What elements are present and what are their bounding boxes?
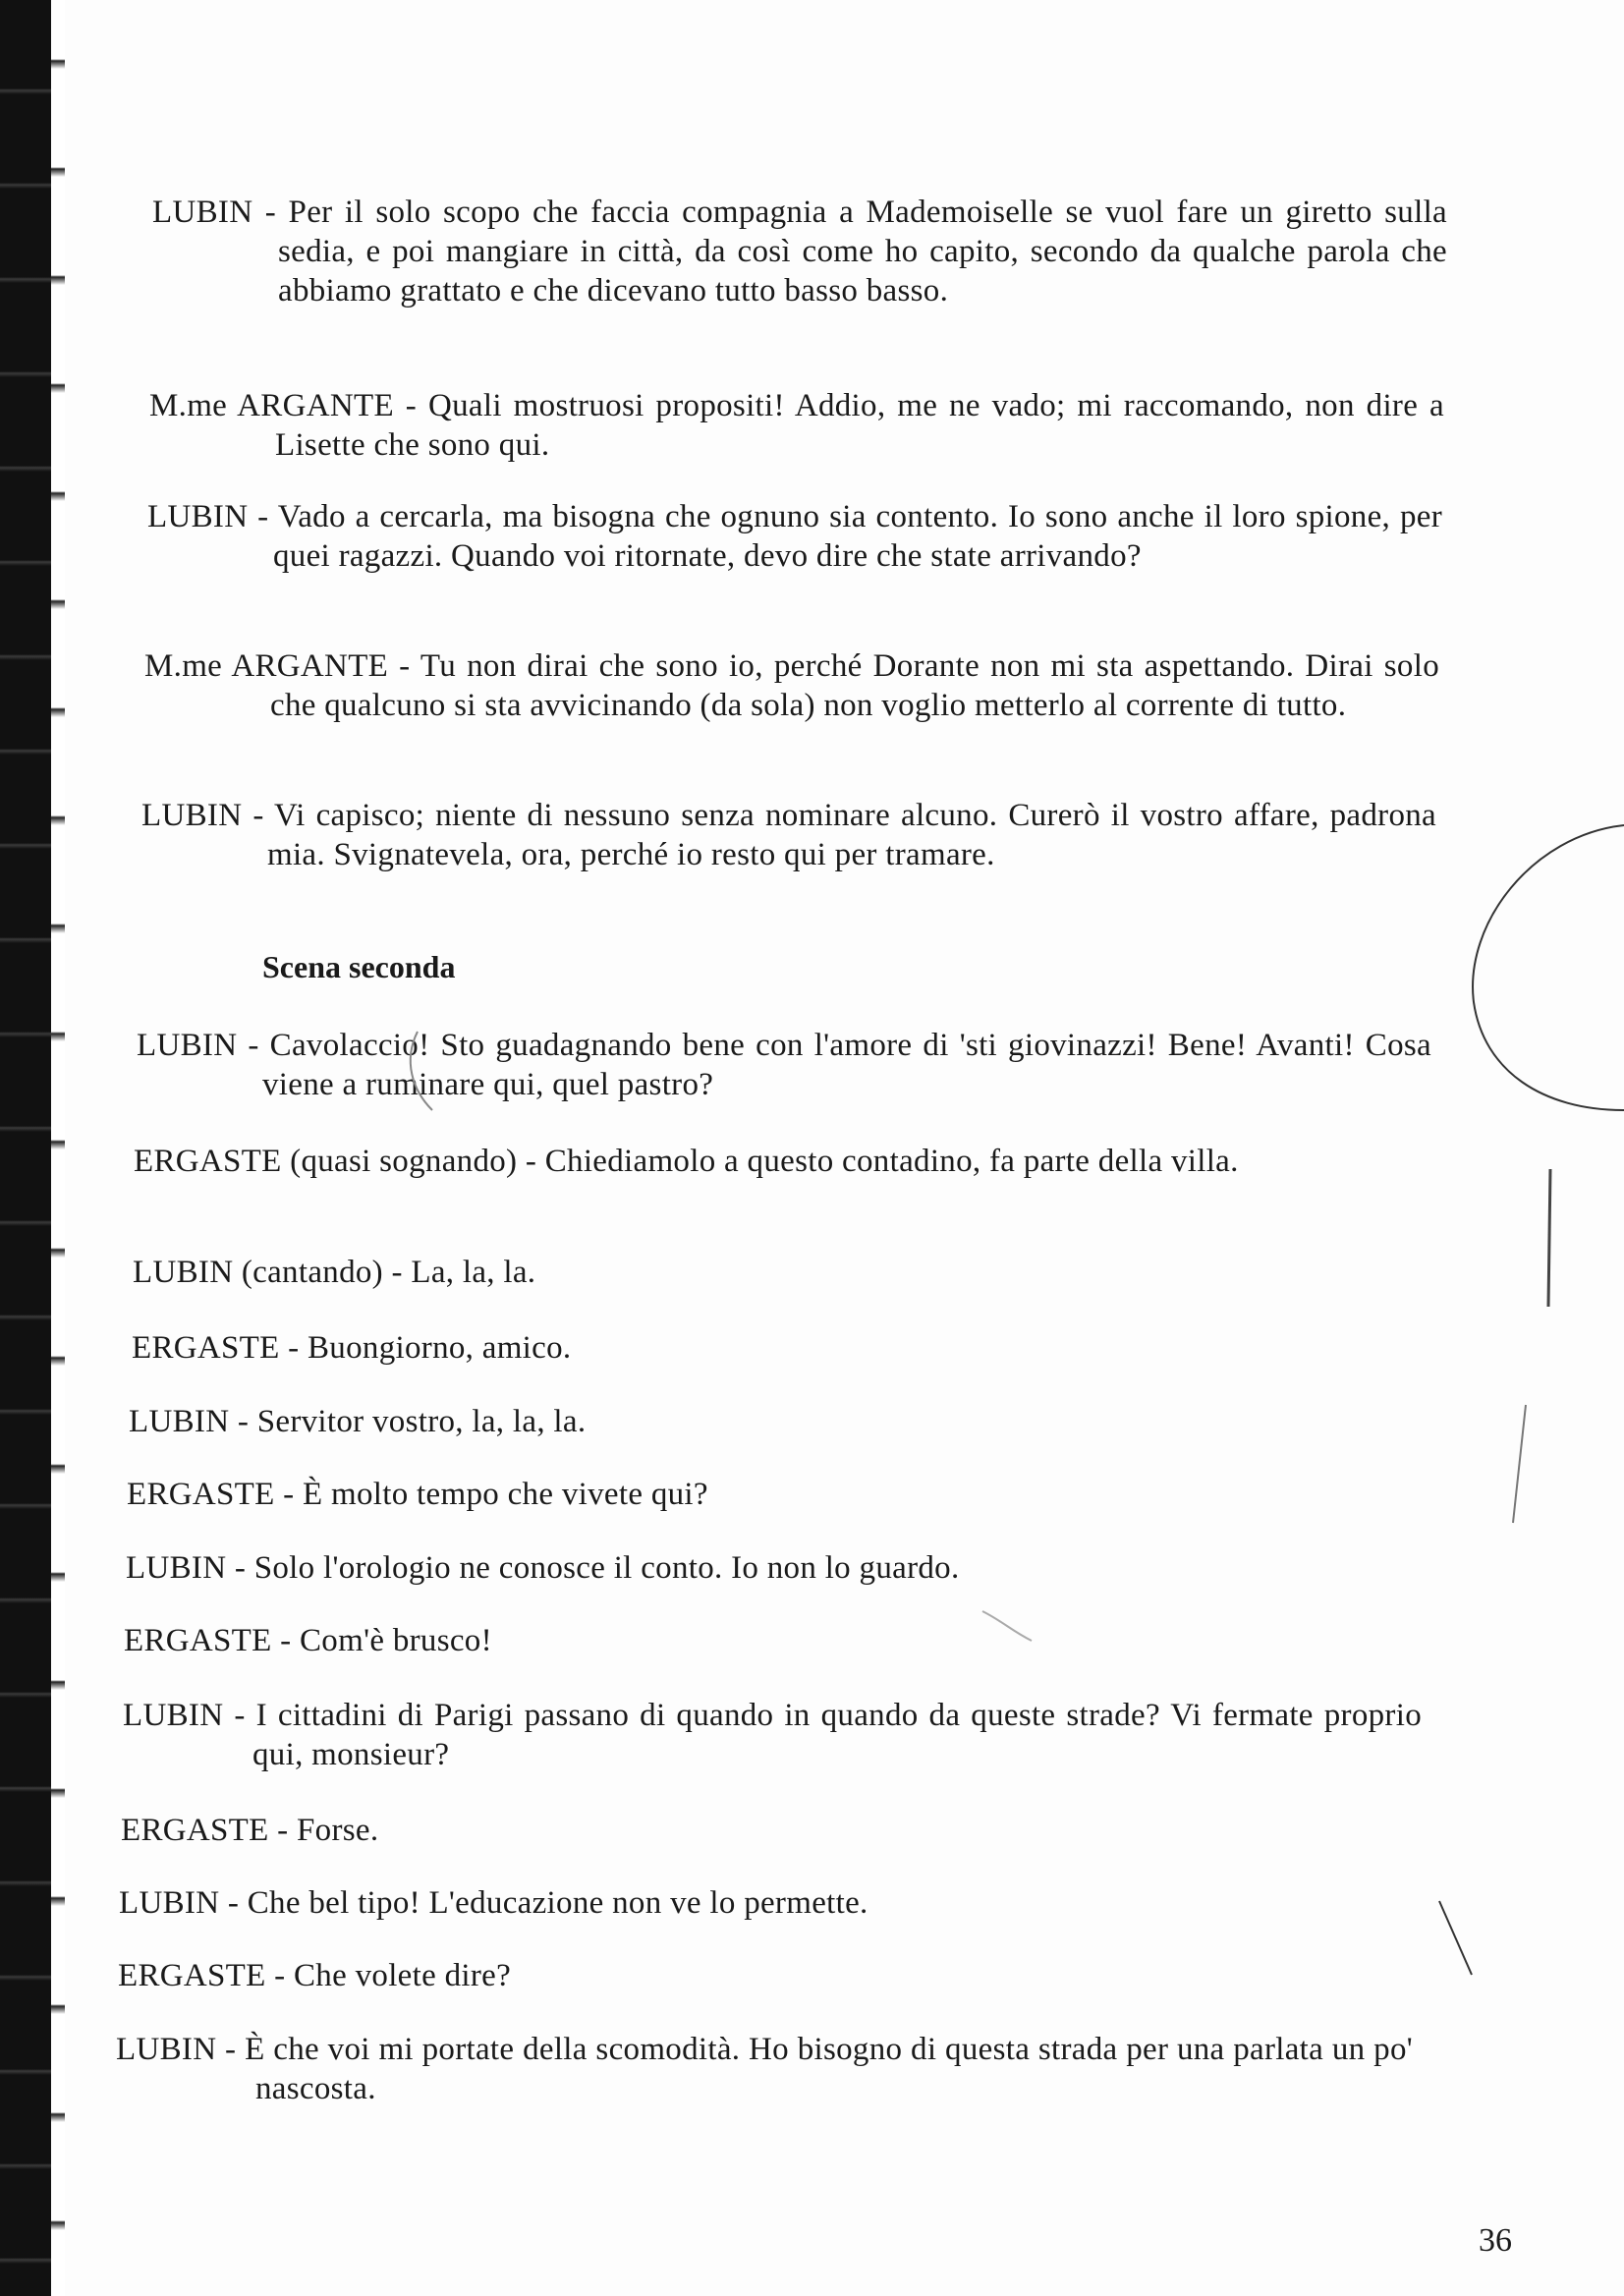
- speaker: LUBIN: [133, 1255, 234, 1290]
- speaker: ERGASTE: [118, 1958, 266, 1993]
- dialogue-text: - È molto tempo che vivete qui?: [274, 1477, 708, 1512]
- speaker: M.me ARGANTE: [144, 648, 389, 684]
- speaker: LUBIN: [152, 195, 253, 230]
- speaker: ERGASTE: [124, 1623, 272, 1658]
- dialogue-paragraph: [124, 1621, 1419, 1660]
- annotation-line: [1439, 1901, 1472, 1975]
- dialogue-paragraph: [116, 2030, 1413, 2108]
- dialogue-paragraph: [133, 1253, 1428, 1292]
- dialogue-text: - Forse.: [268, 1813, 379, 1848]
- dialogue-paragraph: [118, 1956, 1413, 1995]
- dialogue-text: - È che voi mi portate della scomodità. Ho bisogno di questa strada per una parlata un po' nascosta.: [216, 2032, 1413, 2106]
- dialogue-text: (quasi sognando) - Chiediamolo a questo contadino, fa parte della villa.: [281, 1144, 1239, 1179]
- page-number: 36: [1479, 2222, 1512, 2259]
- annotation-line: [1513, 1405, 1526, 1523]
- speaker: ERGASTE: [121, 1813, 269, 1848]
- speaker: M.me ARGANTE: [149, 388, 394, 423]
- dialogue-paragraph: [147, 497, 1442, 576]
- speaker: ERGASTE: [132, 1330, 280, 1366]
- dialogue-paragraph: [144, 646, 1439, 725]
- annotation-line: [1548, 1169, 1550, 1307]
- dialogue-text: - I cittadini di Parigi passano di quando in quando da queste strade? Vi fermate proprio qui, monsieur?: [223, 1698, 1422, 1772]
- dialogue-paragraph: [137, 1026, 1431, 1104]
- speaker: ERGASTE: [134, 1144, 282, 1179]
- speaker: LUBIN: [147, 499, 249, 534]
- dialogue-paragraph: [127, 1475, 1422, 1514]
- dialogue-text: - Buongiorno, amico.: [279, 1330, 572, 1366]
- dialogue-text: - Quali mostruosi propositi! Addio, me ne vado; mi raccomando, non dire a Lisette che sono qui.: [275, 388, 1444, 463]
- book-binding: [0, 0, 51, 2296]
- annotation-circle: [1473, 825, 1624, 1110]
- dialogue-paragraph: [123, 1696, 1422, 1774]
- speaker: LUBIN: [123, 1698, 224, 1733]
- dialogue-paragraph: [121, 1811, 1416, 1850]
- dialogue-text: - Cavolaccio! Sto guadagnando bene con l'amore di 'sti giovinazzi! Bene! Avanti! Cosa viene a ruminare qui, quel pastro?: [237, 1028, 1431, 1102]
- dialogue-text: - Com'è brusco!: [271, 1623, 492, 1658]
- dialogue-paragraph: [119, 1883, 1414, 1923]
- speaker: LUBIN: [116, 2032, 217, 2067]
- speaker: LUBIN: [129, 1404, 230, 1439]
- speaker: ERGASTE: [127, 1477, 275, 1512]
- dialogue-text: (cantando) - La, la, la.: [233, 1255, 536, 1290]
- dialogue-paragraph: [149, 386, 1444, 465]
- dialogue-paragraph: [134, 1142, 1413, 1181]
- dialogue-text: - Servitor vostro, la, la, la.: [229, 1404, 587, 1439]
- speaker: LUBIN: [126, 1550, 227, 1586]
- dialogue-text: - Solo l'orologio ne conosce il conto. Io non lo guardo.: [226, 1550, 960, 1586]
- speaker: LUBIN: [137, 1028, 238, 1063]
- scene-title: Scena seconda: [262, 949, 456, 984]
- dialogue-paragraph: [152, 193, 1447, 310]
- speaker: LUBIN: [141, 798, 243, 833]
- dialogue-text: - Vi capisco; niente di nessuno senza nominare alcuno. Curerò il vostro affare, padrona mia. Svignatevela, ora, perché io resto qui per tramare.: [242, 798, 1436, 872]
- dialogue-text: - Che volete dire?: [265, 1958, 512, 1993]
- dialogue-text: - Tu non dirai che sono io, perché Dorante non mi sta aspettando. Dirai solo che qualcuno si sta avvicinando (da sola) non voglio metterlo al corrente di tutto.: [270, 648, 1439, 723]
- dialogue-text: - Per il solo scopo che faccia compagnia a Mademoiselle se vuol fare un giretto sulla sedia, e poi mangiare in città, da così come ho capito, secondo da qualche parola che abbiamo grattato e che dicevano tutto basso basso.: [252, 195, 1447, 308]
- dialogue-paragraph: [132, 1328, 1427, 1368]
- dialogue-text: - Che bel tipo! L'educazione non ve lo permette.: [219, 1885, 868, 1921]
- binding-edge: [51, 0, 65, 2296]
- dialogue-paragraph: [141, 796, 1436, 874]
- speaker: LUBIN: [119, 1885, 220, 1921]
- dialogue-paragraph: [129, 1402, 1424, 1441]
- dialogue-paragraph: [126, 1548, 1421, 1588]
- dialogue-text: - Vado a cercarla, ma bisogna che ognuno sia contento. Io sono anche il loro spione, per quei ragazzi. Quando voi ritornate, devo dire che state arrivando?: [248, 499, 1442, 574]
